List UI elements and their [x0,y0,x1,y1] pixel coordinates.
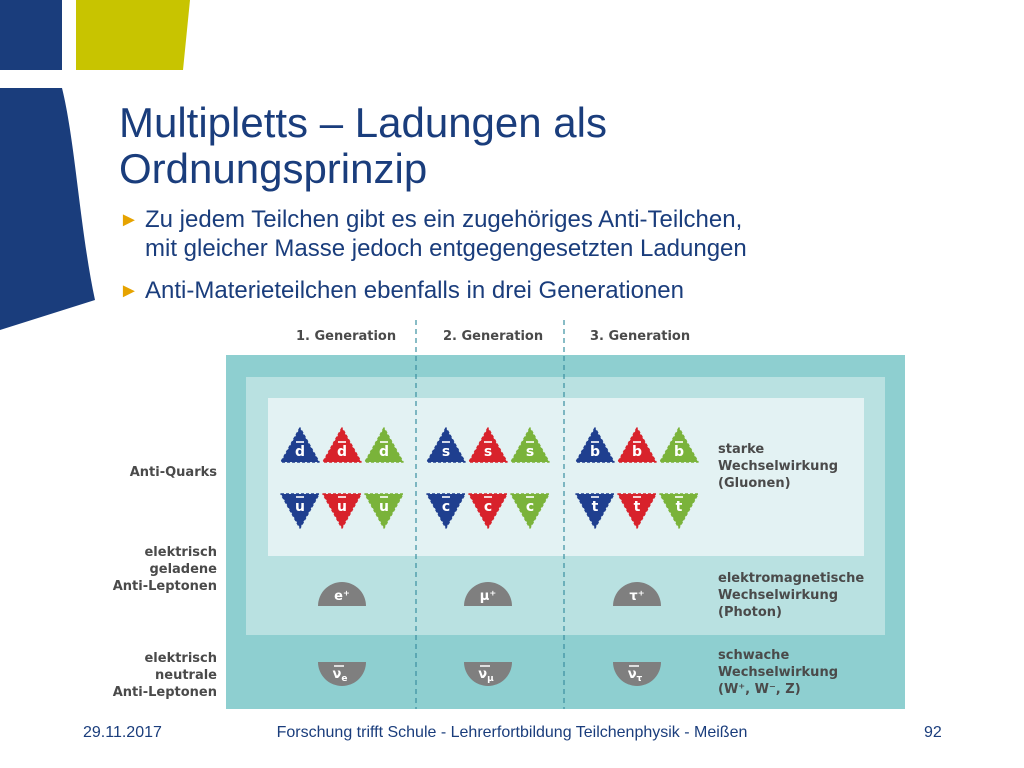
interaction-label-weak [718,647,838,698]
row-label-charged-leptons [100,544,217,595]
anti-quark-label: s [525,444,535,460]
footer-date: 29.11.2017 [83,724,162,741]
row-label-line: neutrale [155,668,217,683]
anti-quark-label: u [379,499,389,515]
interaction-label-line: starke [718,442,765,457]
anti-quark-label: t [633,499,641,515]
anti-quark-label: u [337,499,347,515]
anti-quark-label: c [483,499,493,515]
interaction-label-line: (W⁺, W⁻, Z) [718,682,801,697]
anti-quark-label: d [378,444,390,460]
footer-title: Forschung trifft Schule - Lehrerfortbildung Teilchenphysik - Meißen [276,724,748,741]
title-line-1: Multipletts – Ladungen als [119,99,607,146]
interaction-label-line: (Photon) [718,605,782,620]
anti-quark-label: b [673,444,685,460]
interaction-label-strong [718,441,838,492]
interaction-label-line: Wechselwirkung [718,588,839,603]
anti-quark-label: u [295,499,305,515]
anti-quark-label: t [675,499,683,515]
interaction-label-line: Wechselwirkung [718,665,839,680]
bullet-arrow-icon: ► [119,280,139,302]
antineutrino-label: $\nu_e$ [332,667,348,684]
row-label-line: Anti-Leptonen [112,685,217,700]
anti-quark-label: b [589,444,601,460]
anti-quark-label: d [336,444,348,460]
generation-label-2: 2. Generation [443,329,544,344]
anti-quark-label: s [483,444,493,460]
interaction-label-line: (Gluonen) [718,476,791,491]
bullet-arrow-icon: ► [119,209,139,231]
charged-antilepton-label: e⁺ [334,589,350,604]
generation-label-3: 3. Generation [590,329,691,344]
generation-label-1: 1. Generation [296,329,397,344]
interaction-label-em [718,570,864,621]
row-label-line: Anti-Quarks [129,465,217,480]
antineutrino-label: $\nu_\mu$ [478,667,494,684]
row-label-line: Anti-Leptonen [112,579,217,594]
charged-antilepton-label: τ⁺ [629,589,645,604]
row-label-anti-quarks [100,464,217,481]
page-number: 92 [924,724,942,741]
interaction-label-line: Wechselwirkung [718,459,839,474]
row-label-line: geladene [149,562,217,577]
row-label-line: elektrisch [144,545,217,560]
row-label-neutral-leptons [100,650,217,701]
charged-antilepton-label: μ⁺ [479,589,497,604]
anti-quark-label: b [631,444,643,460]
title-line-2: Ordnungsprinzip [119,145,428,192]
bullet-text: Zu jedem Teilchen gibt es ein zugehöriges Anti-Teilchen, [145,206,743,233]
anti-quark-label: s [441,444,451,460]
anti-quark-label: c [441,499,451,515]
anti-quark-label: d [294,444,306,460]
anti-quark-label: t [591,499,599,515]
antineutrino-label: $\nu_\tau$ [627,667,643,684]
row-label-line: elektrisch [144,651,217,666]
interaction-label-line: schwache [718,648,790,663]
bullet-text: Anti-Materieteilchen ebenfalls in drei Generationen [145,277,684,304]
anti-quark-label: c [525,499,535,515]
interaction-label-line: elektromagnetische [718,571,865,586]
bullet-text: mit gleicher Masse jedoch entgegengesetzten Ladungen [145,235,747,262]
